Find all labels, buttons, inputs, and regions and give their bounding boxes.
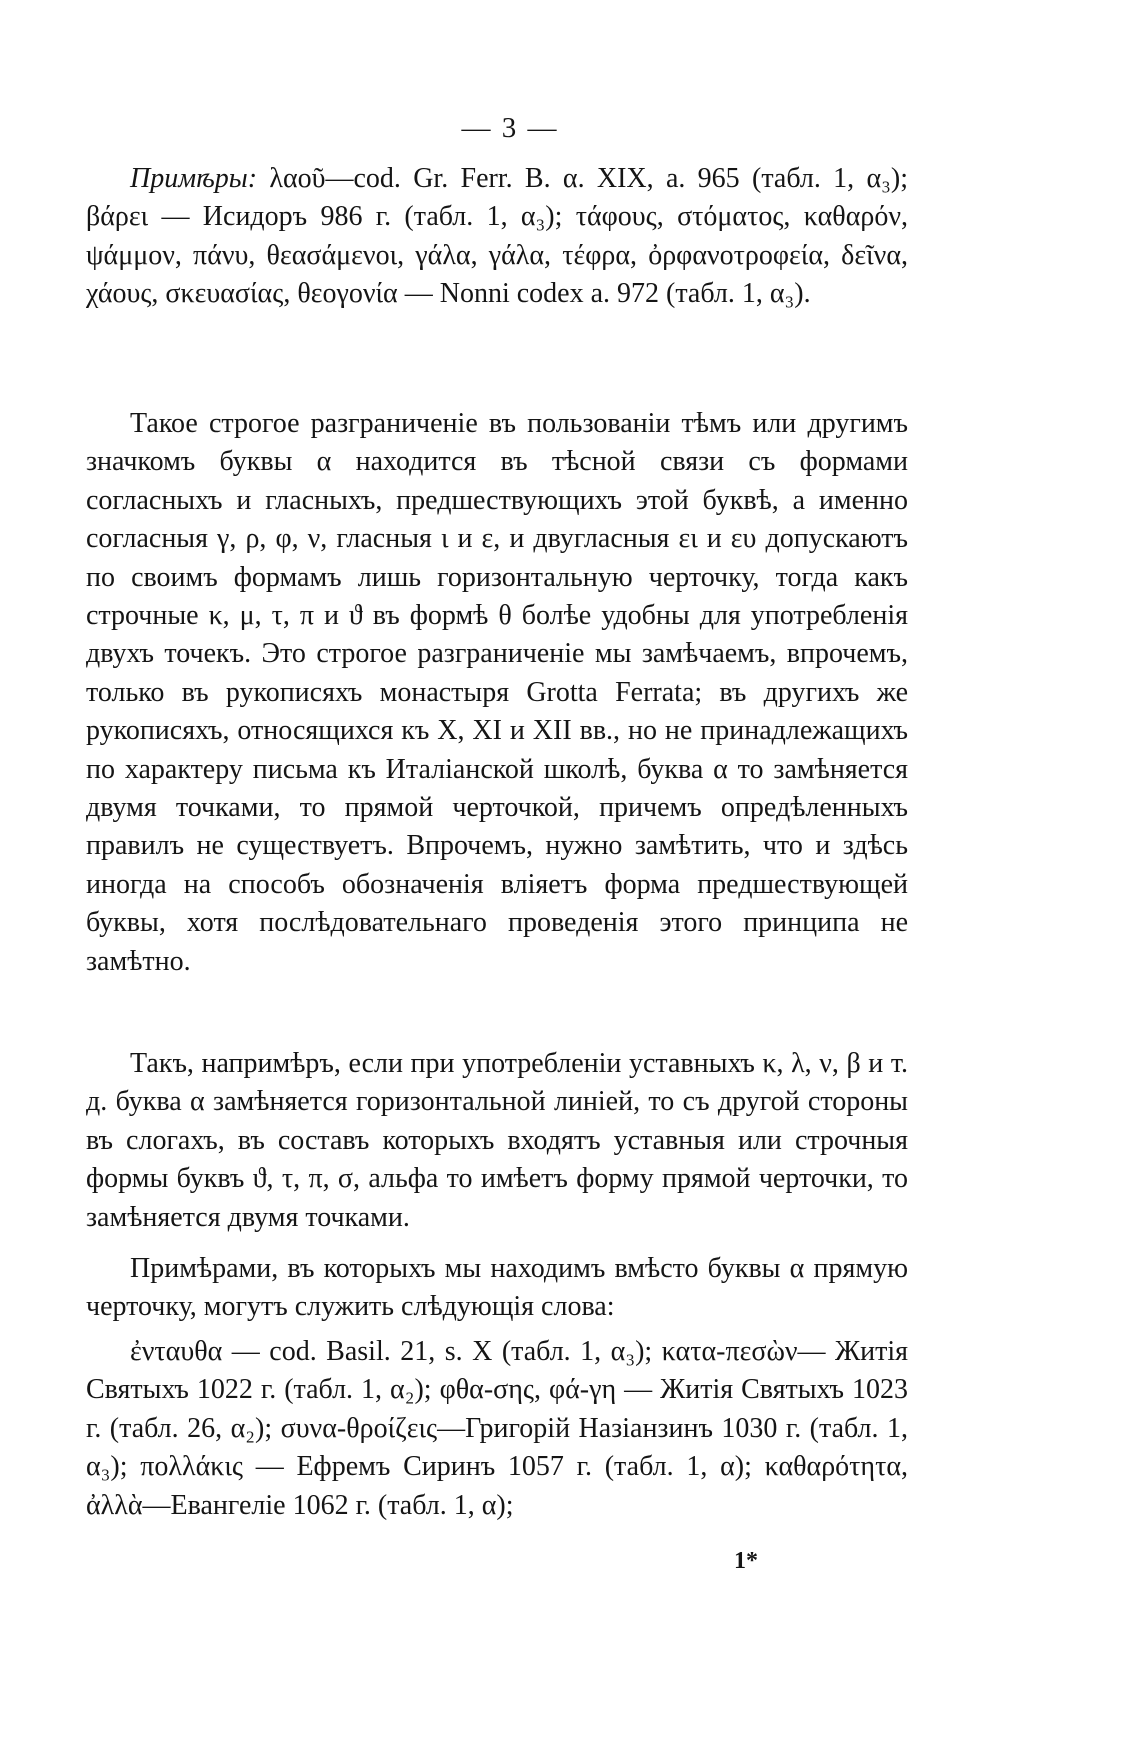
signature-mark: 1* — [734, 1548, 758, 1574]
paragraph-text: Такое строгое разграниченіе въ пользованіи тѣмъ или другимъ значкомъ буквы α находится въ тѣсной связи съ формами согласныхъ и гласныхъ, предшествующихъ этой буквѣ, а именно согласныя γ, ρ, φ, ν, гласныя ι и ε, и двугласныя ει и ευ допускаютъ по своимъ формамъ лишь горизонтальную черточку, тогда какъ строчные κ, μ, τ, π и ϑ въ формѣ θ болѣе удобны для употребленія двухъ точекъ. Это строгое разграниченіе мы замѣчаемъ, впрочемъ, только въ рукописяхъ монастыря Grotta Ferrata; въ другихъ же рукописяхъ, относящихся къ X, XI и XII вв., но не принадлежащихъ по характеру письма къ Италіанской школѣ, буква α то замѣняется двумя точками, то прямой черточкой, причемъ опредѣленныхъ правилъ не существуетъ. Впрочемъ, нужно замѣтить, что и здѣсь иногда на способъ обозначенія вліяетъ форма предшествующей буквы, хотя послѣдовательнаго проведенія этого принципа не замѣтно. — [86, 408, 908, 977]
paragraph-4 — [86, 1333, 908, 1525]
paragraph-text: Примѣрами, въ которыхъ мы находимъ вмѣсто буквы α прямую черточку, могутъ служить слѣдующія слова: — [86, 1253, 908, 1323]
paragraph-text: ἐνταυθα — cod. Basil. 21, s. X (табл. 1, α₃); κατα-πεσὼν— Житія Святыхъ 1022 г. (табл. 1, α₂); φθα-σης, φά-γη — Житія Святыхъ 1023 г. (табл. 26, α₂); συνα-θροίζεις—Григорій Назіанзинъ 1030 г. (табл. 1, α₃); πολλάκις — Ефремъ Сиринъ 1057 г. (табл. 1, α); καθαρότητα, ἀλλὰ—Евангеліе 1062 г. (табл. 1, α); — [86, 1336, 908, 1521]
paragraph-1 — [86, 405, 908, 981]
paragraph-text: Такъ, напримѣръ, если при употребленіи уставныхъ κ, λ, ν, β и т. д. буква α замѣняется горизонтальной линіей, то съ другой стороны въ слогахъ, въ составъ которыхъ входятъ уставныя или строчныя формы буквъ ϑ, τ, π, σ, альфа то имѣетъ форму прямой черточки, то замѣняется двумя точками. — [86, 1048, 908, 1233]
examples-text — [86, 160, 908, 314]
examples-label: Примѣры: — [130, 163, 258, 194]
paragraph-2 — [86, 1045, 908, 1237]
page-number: — 3 — — [461, 112, 559, 144]
examples-paragraph — [86, 160, 908, 314]
examples-body: λαοῦ—cod. Gr. Ferr. B. α. XIX, a. 965 (табл. 1, α₃); βάρει — Исидоръ 986 г. (табл. 1, α₃); τάφους, στόματος, καθαρόν, ψάμμον, πάνυ, θεασάμενοι, γάλα, γάλα, τέφρα, ὀρφανοτροφεία, δεῖνα, χάους, σκευασίας, θεογονία — Nonni codex a. 972 (табл. 1, α₃). — [86, 163, 908, 310]
paragraph-3 — [86, 1250, 908, 1327]
